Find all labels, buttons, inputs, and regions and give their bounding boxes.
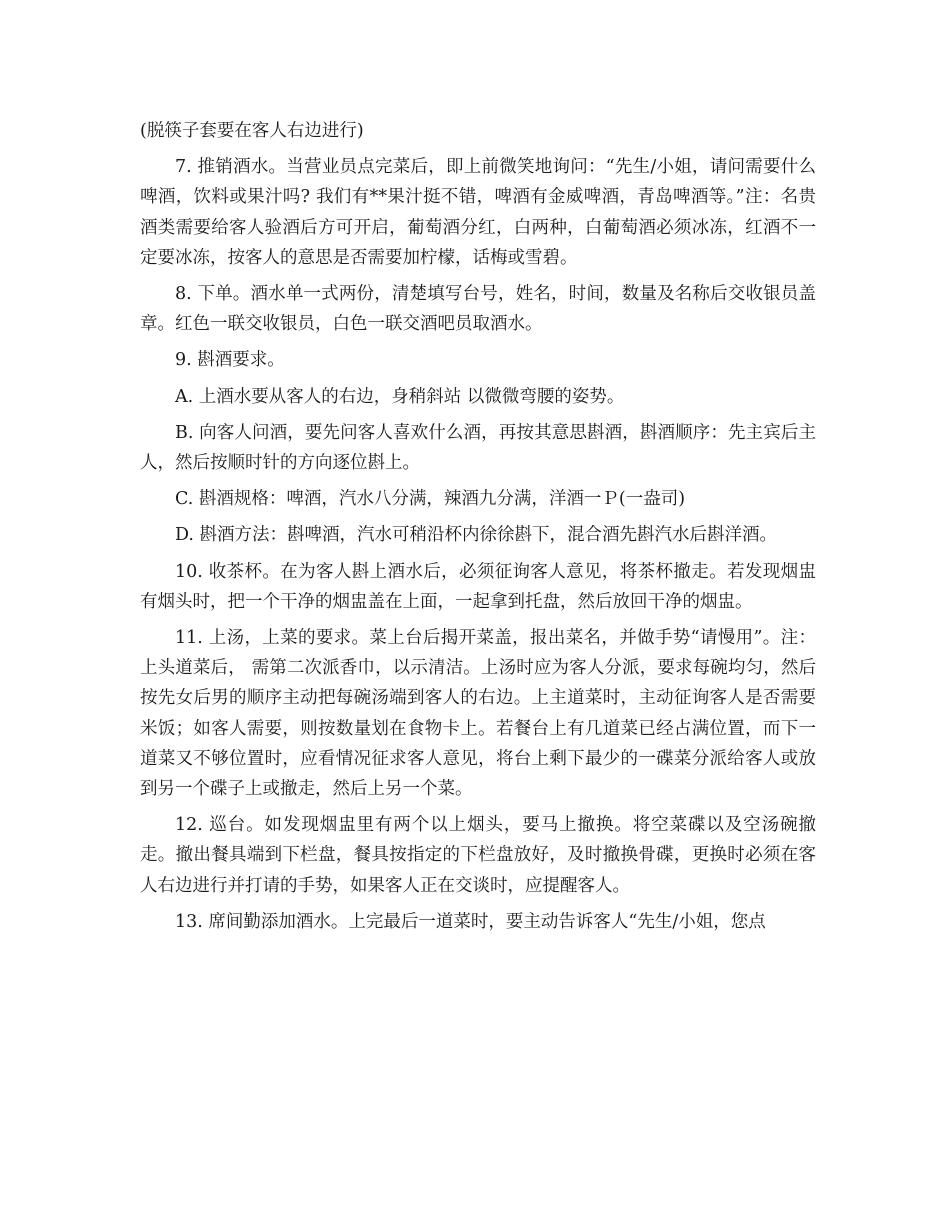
paragraph-item-11: 11. 上汤，上菜的要求。菜上台后揭开菜盖，报出菜名，并做手势“请慢用”。注：上头道菜后， 需第二次派香巾，以示清洁。上汤时应为客人分派，要求每碗均匀，然后按先女后男的顺序主动把每碗汤端到客人的右边。上主道菜时，主动征询客人是否需要米饭；如客人需要，则按数量划在食物卡上。若餐台上有几道菜已经占满位置，而下一道菜又不够位置时，应看情况征求客人意见，将台上剩下最少的一碟菜分派给客人或放到另一个碟子上或撤走，然后上另一个菜。 bbox=[140, 628, 816, 800]
document-page bbox=[140, 116, 816, 943]
paragraph-item-10: 10. 收茶杯。在为客人斟上酒水后，必须征询客人意见，将茶杯撤走。若发现烟盅有烟头时，把一个干净的烟盅盖在上面，一起拿到托盘，然后放回干净的烟盅。 bbox=[140, 561, 816, 612]
paragraph-item-9a: A. 上酒水要从客人的右边，身稍斜站 以微微弯腰的姿势。 bbox=[175, 386, 625, 407]
paragraph-continuation: (脱筷子套要在客人右边进行) bbox=[140, 121, 364, 141]
paragraph-item-13: 13. 席间勤添加酒水。上完最后一道菜时，要主动告诉客人“先生/小姐，您点 bbox=[175, 911, 766, 932]
paragraph-item-7: 7. 推销酒水。当营业员点完菜后，即上前微笑地询问：“先生/小姐，请问需要什么啤酒，饮料或果汁吗? 我们有**果汁挺不错，啤酒有金威啤酒，青岛啤酒等。”注：名贵酒类需要给客人验酒后方可开启，葡萄酒分红，白两种，白葡萄酒必须冰冻，红酒不一定要冰冻，按客人的意思是否需要加柠檬，话梅或雪碧。 bbox=[140, 157, 816, 268]
paragraph-item-9: 9. 斟酒要求。 bbox=[175, 350, 285, 371]
paragraph-item-9c: C. 斟酒规格：啤酒，汽水八分满，辣酒九分满，洋酒一Ｐ(一盎司) bbox=[175, 489, 686, 510]
paragraph-item-8: 8. 下单。酒水单一式两份，清楚填写台号，姓名，时间，数量及名称后交收银员盖章。红色一联交收银员，白色一联交酒吧员取酒水。 bbox=[140, 284, 816, 335]
paragraph-item-9d: D. 斟酒方法：斟啤酒，汽水可稍沿杯内徐徐斟下，混合酒先斟汽水后斟洋酒。 bbox=[175, 525, 778, 546]
paragraph-item-9b: B. 向客人问酒，要先问客人喜欢什么酒，再按其意思斟酒，斟酒顺序：先主宾后主人，然后按顺时针的方向逐位斟上。 bbox=[140, 422, 816, 474]
paragraph-item-12: 12. 巡台。如发现烟盅里有两个以上烟头，要马上撤换。将空菜碟以及空汤碗撤走。撤出餐具端到下栏盘，餐具按指定的下栏盘放好，及时撤换骨碟，更换时必须在客人右边进行并打请的手势，如果客人正在交谈时，应提醒客人。 bbox=[140, 815, 816, 896]
